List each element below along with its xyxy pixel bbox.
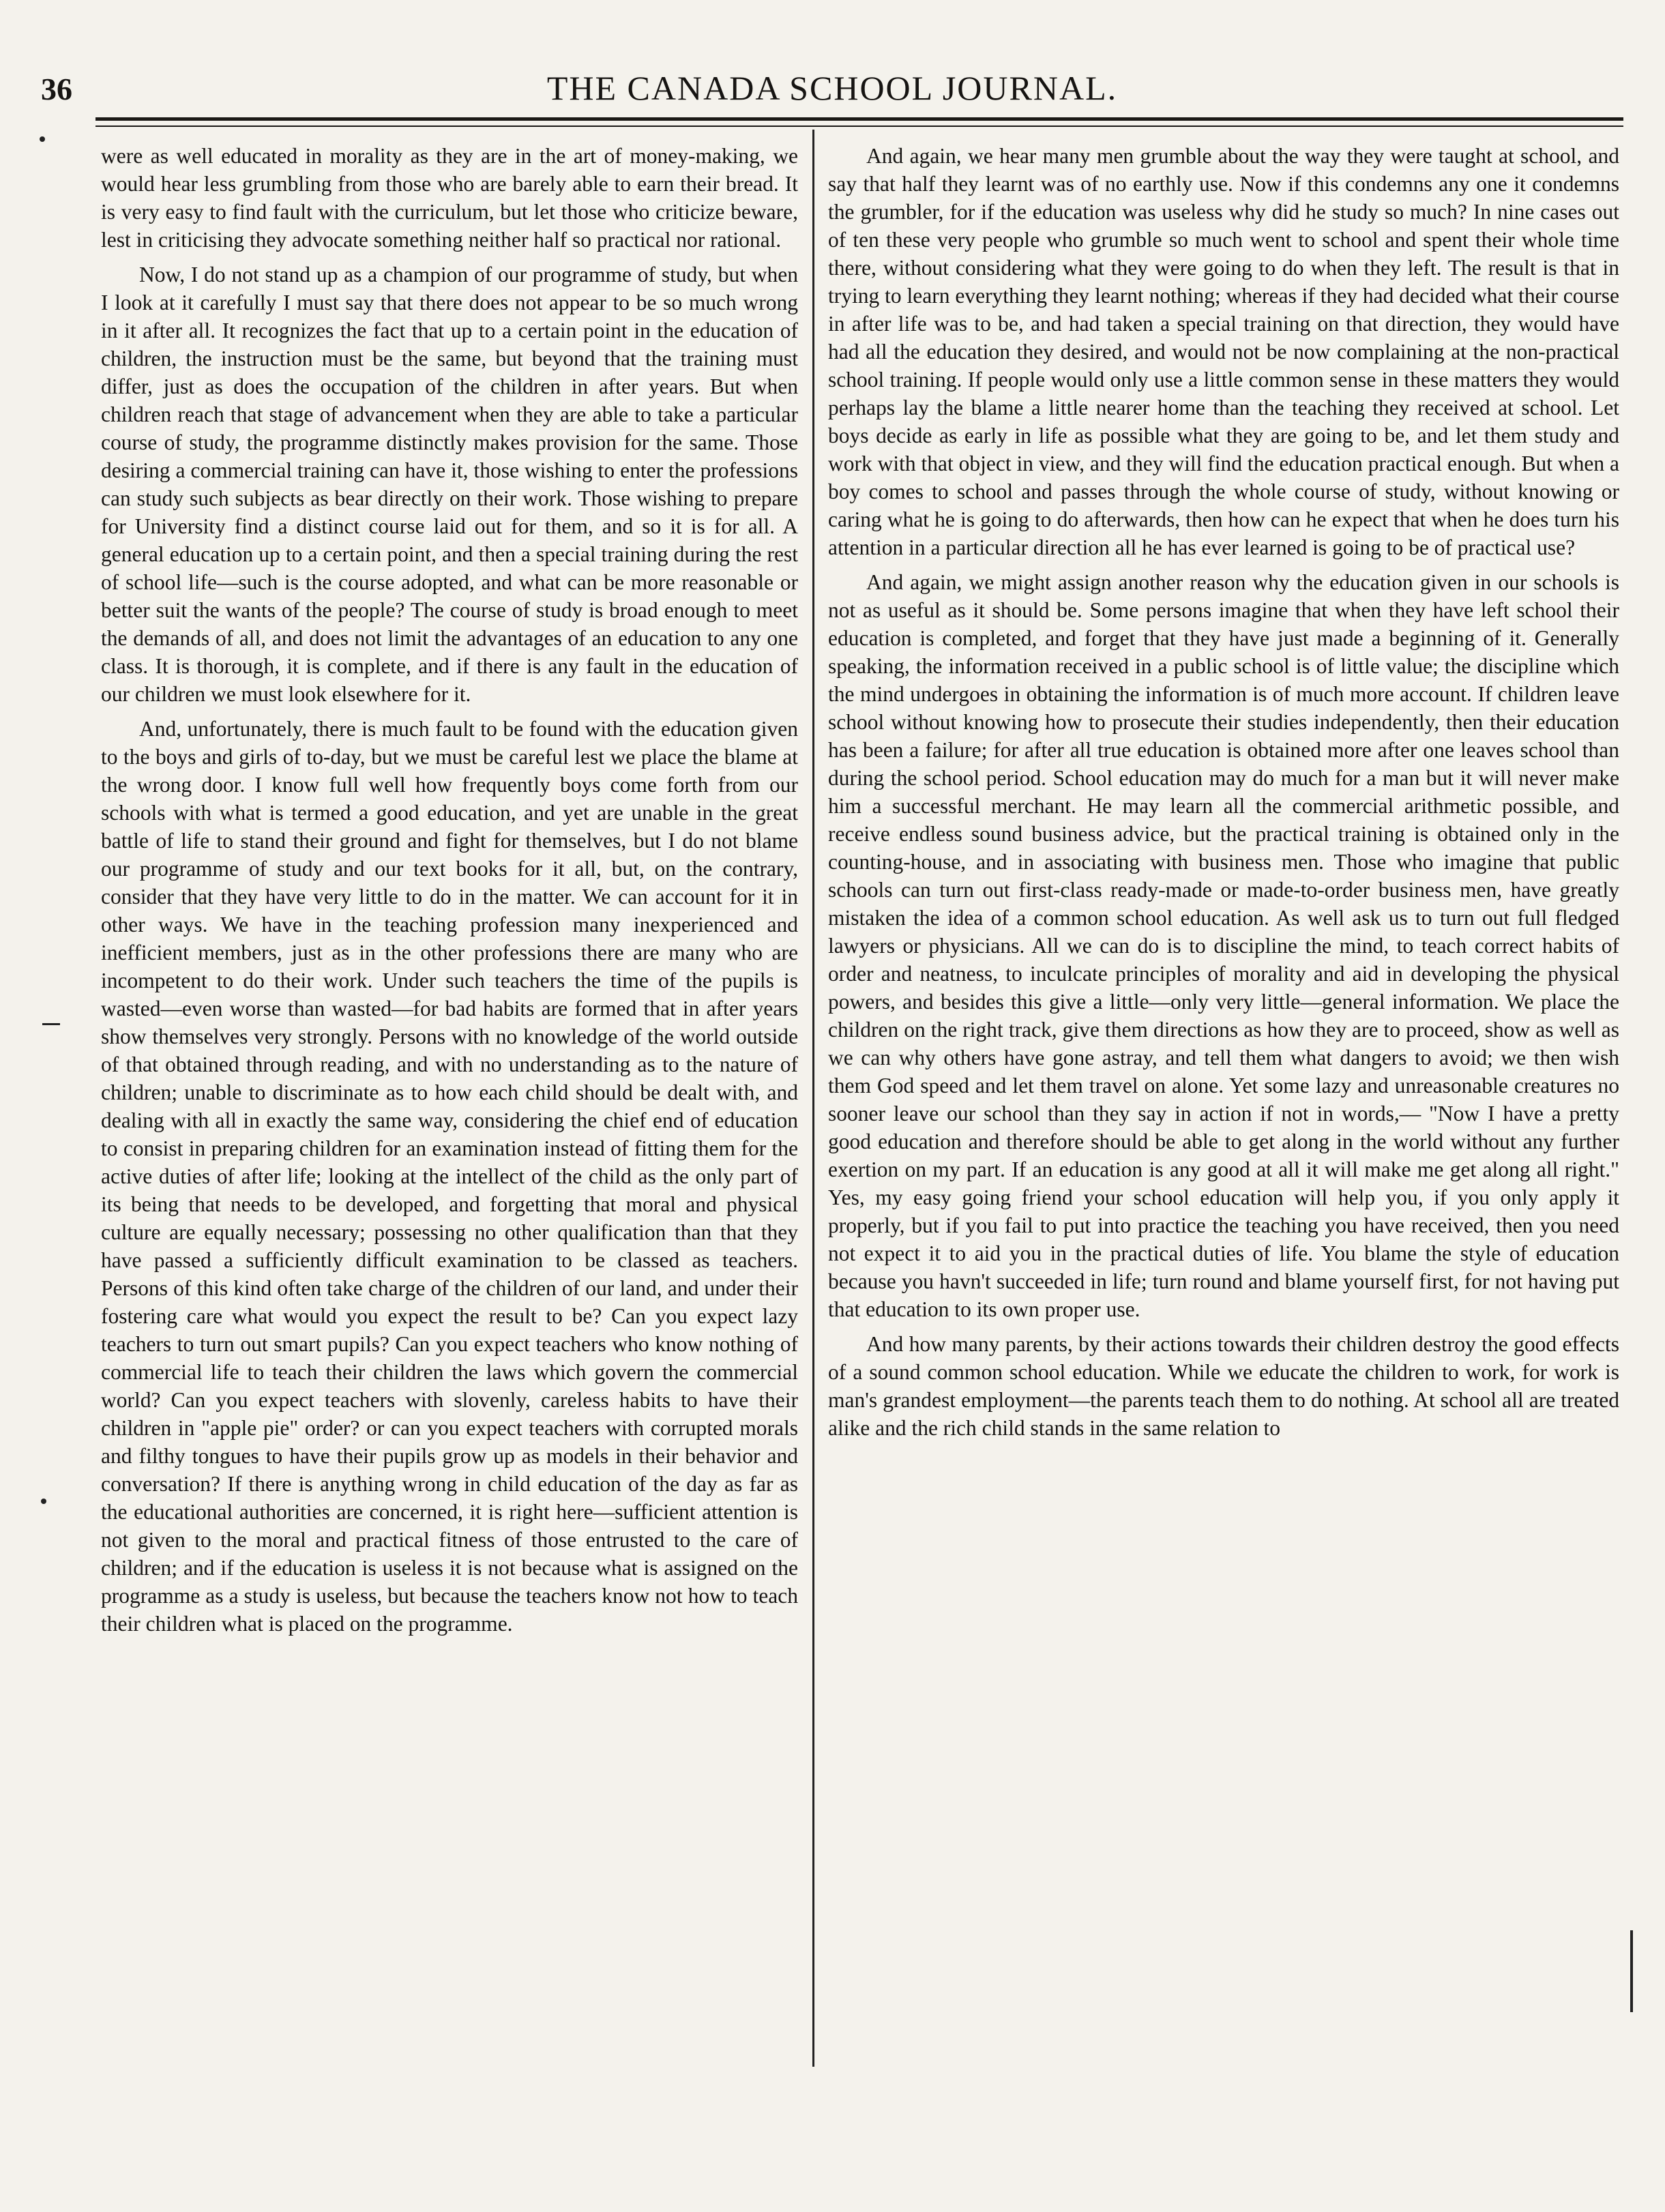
paragraph: were as well educated in morality as they are in the art of money-making, we would hear less grumbling from those who are barely able to earn their bread. It is very easy to find fault with the curriculum, but let those who criticize beware, lest in criticising they advocate something neither half so practical nor rational. [101, 144, 798, 252]
margin-mark [41, 1499, 46, 1504]
right-column [828, 142, 1619, 1449]
paragraph: Now, I do not stand up as a champion of our programme of study, but when I look at it carefully I must say that there does not appear to be so much wrong in it after all. It recognizes the fact that up to a certain point in the education of children, the instruction must be the same, but beyond that the training must differ, just as does the occupation of the children in after years. But when children reach that stage of advancement when they are able to take a particular course of study, the programme distinctly makes provision for the same. Those desiring a commercial training can have it, those wishing to enter the professions can study such subjects as bear directly on their work. Those wishing to prepare for University find a distinct course laid out for them, and so it is for all. A general education up to a certain point, and then a special training during the rest of school life—such is the course adopted, and what can be more reasonable or better suit the wants of the people? The course of study is broad enough to meet the demands of all, and does not limit the advantages of an education to any one class. It is thorough, it is complete, and if there is any fault in the education of our children we must look elsewhere for it. [101, 263, 798, 706]
paragraph: And again, we hear many men grumble about the way they were taught at school, and say that half they learnt was of no earthly use. Now if this condemns any one it condemns the grumbler, for if the education was useless why did he study so much? In nine cases out of ten these very people who grumble so much went to school and spent their whole time there, without considering what they were going to do when they left. The result is that in trying to learn everything they learnt nothing; whereas if they had decided what their course in after life was to be, and had taken a special training on that direction, they would have had all the education they desired, and would not be now complaining at the non-practical school training. If people would only use a little common sense in these matters they would perhaps lay the blame a little nearer home than the teaching they received at school. Let boys decide as early in life as possible what they are going to be, and let them study and work with that object in view, and they will find the education practical enough. But when a boy comes to school and passes through the whole course of study, without knowing or caring what he is going to do afterwards, then how can he expect that when he does turn his attention in a particular direction all he has ever learned is going to be of practical use? [828, 144, 1619, 559]
column-divider [812, 130, 814, 2067]
margin-mark [42, 1023, 60, 1025]
journal-title: THE CANADA SCHOOL JOURNAL. [546, 69, 1118, 107]
header-rule-thick [95, 117, 1623, 121]
header-rule-thin [95, 126, 1623, 127]
paragraph: And how many parents, by their actions towards their children destroy the good effects of a sound common school education. While we educate the children to work, for work is man's grandest employment—the parents teach them to do nothing. At school all are treated alike and the rich child stands in the same relation to [828, 1332, 1619, 1440]
margin-mark [40, 136, 45, 142]
left-column [101, 142, 798, 1645]
margin-mark [1630, 1930, 1633, 2012]
page-header [41, 61, 1623, 116]
paragraph: And again, we might assign another reason why the education given in our schools is not as useful as it should be. Some persons imagine that when they have left school their education is completed, and forget that they have just made a beginning of it. Generally speaking, the information received in a public school is of little value; the discipline which the mind undergoes in obtaining the information is of much more account. If children leave school without knowing how to prosecute their studies independently, then their education has been a failure; for after all true education is obtained more after one leaves school than during the school period. School education may do much for a man but it will never make him a successful merchant. He may learn all the commercial arithmetic possible, and receive endless sound business advice, but the practical training is obtained only in the counting-house, and in associating with business men. Those who imagine that public schools can turn out first-class ready-made or made-to-order business men, have greatly mistaken the idea of a common school education. As well ask us to turn out full fledged lawyers or physicians. All we can do is to discipline the mind, to teach correct habits of order and neatness, to inculcate principles of morality and aid in developing the physical powers, and besides this give a little—only very little—general information. We place the children on the right track, give them directions as how they are to proceed, show as well as we can why others have gone astray, and tell them what dangers to avoid; we then wish them God speed and let them travel on alone. Yet some lazy and unreasonable creatures no sooner leave our school than they say in action if not in words,— "Now I have a pretty good education and therefore should be able to get along in the world without any further exertion on my part. If an education is any good at all it will make me get along all right." Yes, my easy going friend your school education will help you, if you only apply it properly, but if you fail to put into practice the teaching you have received, then you need not expect it to aid you in the practical duties of life. You blame the style of education because you havn't succeeded in life; turn round and blame yourself first, for not having put that education to its own proper use. [828, 570, 1619, 1321]
paragraph: And, unfortunately, there is much fault to be found with the education given to the boys and girls of to-day, but we must be careful lest we place the blame at the wrong door. I know full well how frequently boys come forth from our schools with what is termed a good education, and yet are unable in the great battle of life to stand their ground and fight for themselves, but I do not blame our programme of study and our text books for it all, but, on the contrary, consider that they have very little to do in the matter. We can account for it in other ways. We have in the teaching profession many inexperienced and inefficient members, just as in the other professions there are many who are incompetent to do their work. Under such teachers the time of the pupils is wasted—even worse than wasted—for bad habits are formed that in after years show themselves very strongly. Persons with no knowledge of the world outside of that obtained through reading, and with no understanding as to the nature of children; unable to discriminate as to how each child should be dealt with, and dealing with all in exactly the same way, considering the chief end of education to consist in preparing children for an examination instead of fitting them for the active duties of after life; looking at the intellect of the child as the only part of its being that needs to be developed, and forgetting that moral and physical culture are equally necessary; possessing no other qualification than that they have passed a sufficiently difficult examination to be classed as teachers. Persons of this kind often take charge of the children of our land, and under their fostering care what would you expect the result to be? Can you expect lazy teachers to turn out smart pupils? Can you expect teachers who know nothing of commercial life to teach their children the laws which govern the commercial world? Can you expect teachers with slovenly, careless habits to have their children in "apple pie" order? or can you expect teachers with corrupted morals and filthy tongues to have their pupils grow up as models in their behavior and conversation? If there is anything wrong in child education of the day as far as the educational authorities are concerned, it is right here—sufficient attention is not given to the moral and practical fitness of those entrusted to the care of children; and if the education is useless it is not because what is assigned on the programme as a study is useless, but because the teachers know not how to teach their children what is placed on the programme. [101, 717, 798, 1636]
page-number: 36 [41, 72, 72, 106]
